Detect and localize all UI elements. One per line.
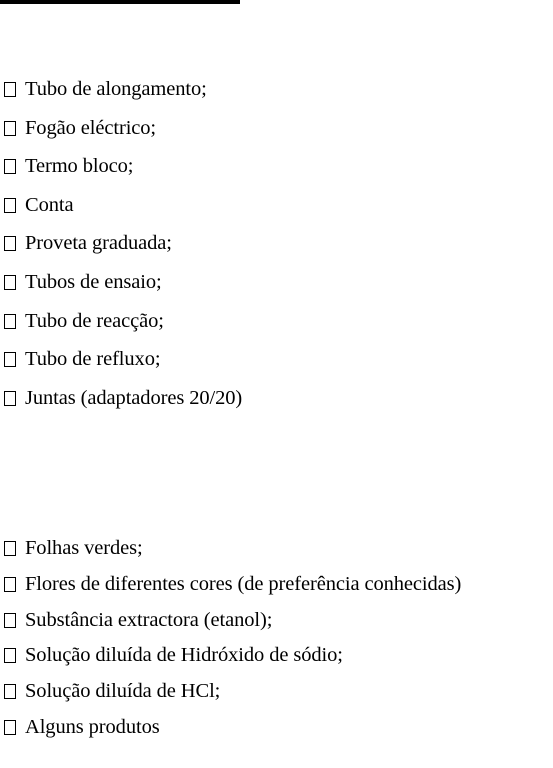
list-item-label: Proveta graduada; xyxy=(25,232,172,255)
list-item-label: Tubo de refluxo; xyxy=(25,348,161,371)
list-item xyxy=(4,386,242,425)
checkbox-bullet-icon xyxy=(4,198,16,213)
list-item xyxy=(4,608,461,644)
checkbox-bullet-icon xyxy=(4,236,16,251)
checkbox-bullet-icon xyxy=(4,541,16,556)
checkbox-bullet-icon xyxy=(4,275,16,290)
list-item-label: Alguns produtos xyxy=(25,715,160,738)
checkbox-bullet-icon xyxy=(4,613,16,628)
checkbox-bullet-icon xyxy=(4,314,16,329)
checkbox-bullet-icon xyxy=(4,391,16,406)
list-item-label: Fogão eléctrico; xyxy=(25,116,157,139)
list-item-label: Folhas verdes; xyxy=(25,537,143,559)
list-item xyxy=(4,193,242,232)
checkbox-bullet-icon xyxy=(4,577,16,592)
list-item xyxy=(4,347,242,386)
list-item-label: Tubos de ensaio; xyxy=(25,270,162,293)
checkbox-bullet-icon xyxy=(4,121,16,136)
list-item-label: Solução diluída de Hidróxido de sódio; xyxy=(25,644,343,667)
list-item-label: Tubo de alongamento; xyxy=(25,78,207,100)
checkbox-bullet-icon xyxy=(4,648,16,663)
list-item xyxy=(4,643,461,679)
list-item-label: Substância extractora (etanol); xyxy=(25,608,273,631)
list-item-label: Solução diluída de HCl; xyxy=(25,680,221,703)
materials-list xyxy=(4,536,461,751)
checkbox-bullet-icon xyxy=(4,82,16,97)
checkbox-bullet-icon xyxy=(4,352,16,367)
list-item xyxy=(4,679,461,715)
list-item xyxy=(4,231,242,270)
checkbox-bullet-icon xyxy=(4,720,16,735)
list-item xyxy=(4,154,242,193)
list-item xyxy=(4,309,242,348)
list-item-label: Tubo de reacção; xyxy=(25,309,164,332)
equipment-list xyxy=(4,77,242,424)
list-item-label: Juntas (adaptadores 20/20) xyxy=(25,386,243,409)
list-item-label: Conta xyxy=(25,193,74,216)
checkbox-bullet-icon xyxy=(4,684,16,699)
list-item xyxy=(4,270,242,309)
list-item-label: Flores de diferentes cores (de preferência conhecidas) xyxy=(25,572,462,595)
list-item-label: Termo bloco; xyxy=(25,155,134,178)
list-item xyxy=(4,572,461,608)
list-item xyxy=(4,715,461,751)
checkbox-bullet-icon xyxy=(4,159,16,174)
list-item xyxy=(4,77,242,116)
list-item xyxy=(4,536,461,572)
list-item xyxy=(4,116,242,155)
section-top-rule xyxy=(0,0,240,4)
